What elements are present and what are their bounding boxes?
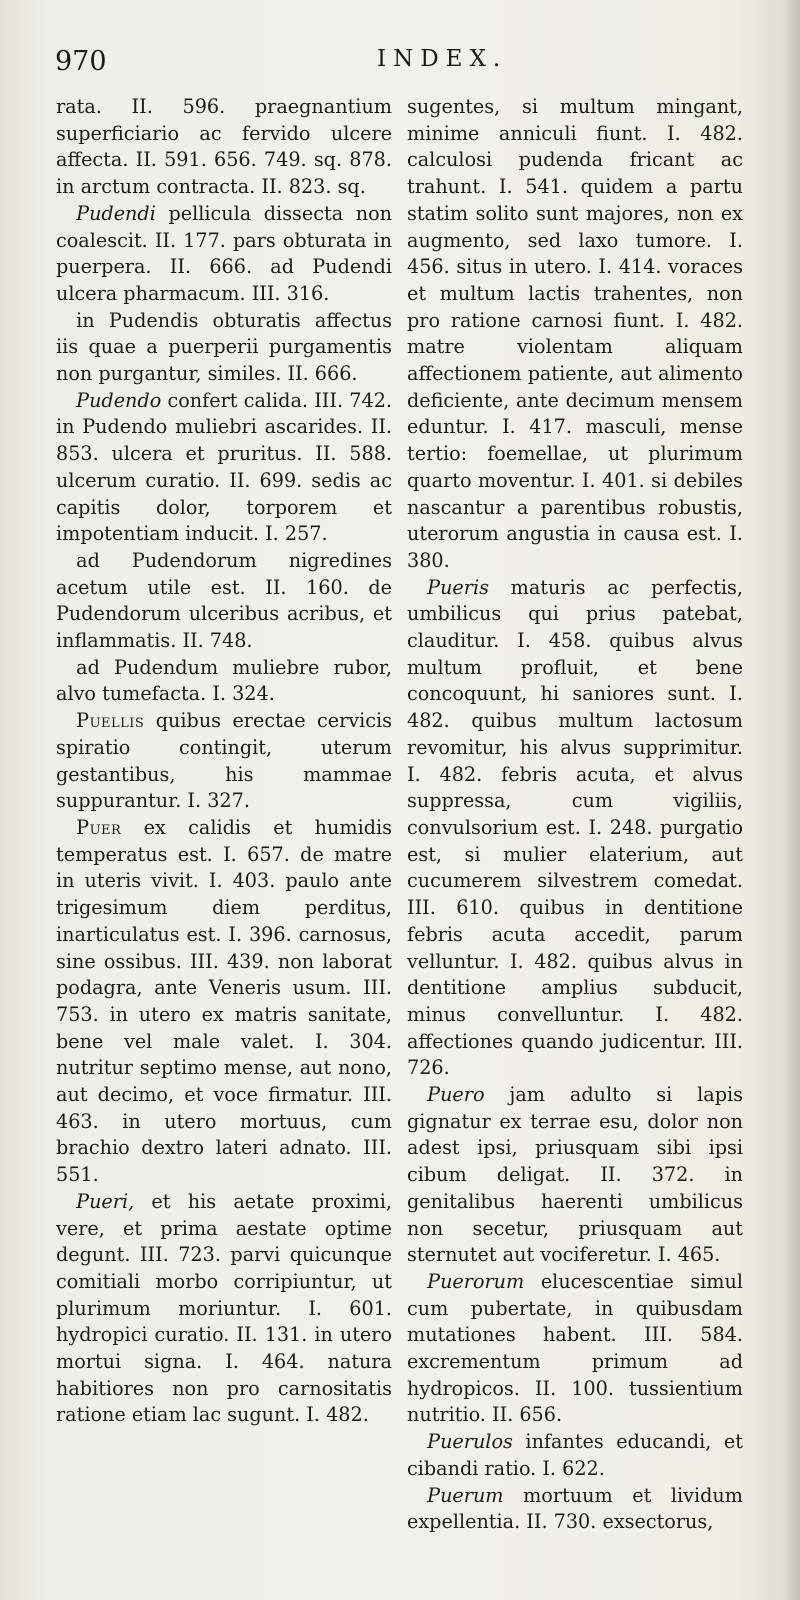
entry-text: jam adulto si lapis gignatur ex terrae esu, dolor non adest ipsi, priusquam sibi ipsi cibum deligat. II. 372. in genitalibus haerenti umbilicus non secetur, priusquam aut sternutet aut vociferetur. I. 465. — [407, 1083, 743, 1267]
right-column — [407, 94, 743, 1536]
index-entry — [56, 655, 392, 708]
page-number: 970 — [55, 46, 107, 77]
running-head: INDEX. — [377, 46, 508, 72]
entry-headword: Pueris — [427, 575, 489, 599]
index-entry — [407, 94, 743, 575]
left-column — [56, 94, 392, 1429]
index-entry — [56, 708, 392, 815]
index-entry — [56, 815, 392, 1189]
index-entry — [56, 308, 392, 388]
entry-text: pellicula dissecta non coalescit. II. 177. pars obturata in puerpera. II. 666. ad Pudendi ulcera pharmacum. III. 316. — [56, 201, 392, 305]
entry-text: confert calida. III. 742. in Pudendo muliebri ascarides. II. 853. ulcera et pruritus. II. 588. ulcerum curatio. II. 699. sedis ac capitis dolor, torporem et impotentiam inducit. I. 257. — [56, 388, 392, 546]
index-entry — [407, 575, 743, 1082]
page-edge-shadow — [782, 0, 800, 1600]
entry-text: infantes educandi, et cibandi ratio. I. 622. — [407, 1430, 743, 1480]
entry-text: et his aetate proximi, vere, et prima aestate optime degunt. III. 723. parvi quicunque comitiali morbo corripiuntur, ut plurimum moriuntur. I. 601. hydropici curatio. II. 131. in utero mortui signa. I. 464. natura habitiores non pro carnositatis ratione etiam lac sugunt. I. 482. — [56, 1189, 392, 1427]
index-entry — [407, 1483, 743, 1536]
entry-text: ad Pudendorum nigredines acetum utile est. II. 160. de Pudendorum ulceribus acribus, et inflammatis. II. 748. — [56, 548, 392, 653]
page-header — [55, 46, 735, 86]
entry-text: elucescentiae simul cum pubertate, in quibusdam mutationes habent. III. 584. excrementum primum ad hydropicos. II. 100. tussientium nutritio. II. 656. — [407, 1269, 743, 1427]
entry-headword: Pudendo — [76, 388, 162, 412]
entry-text: sugentes, si multum mingant, minime anniculi fiunt. I. 482. calculosi pudenda fricant ac trahunt. I. 541. quidem a partu statim solito sunt majores, non ex augmento, sed laxo tumore. I. 456. situs in utero. I. 414. voraces et multum lactis trahentes, non pro ratione carnosi fiunt. I. 482. matre violentam aliquam affectionem patiente, aut alimento deficiente, ante decimum mensem eduntur. I. 417. masculi, mense tertio: foemellae, ut plurimum quarto moventur. I. 401. si debiles nascantur a parentibus robustis, uterorum angustia in causa est. I. 380. — [407, 95, 743, 572]
index-entry — [56, 1189, 392, 1429]
entry-headword: Puero — [427, 1083, 485, 1107]
index-entry — [56, 548, 392, 655]
entry-headword: Puerorum — [427, 1269, 525, 1293]
entry-text: in Pudendis obturatis affectus iis quae a puerperii purgamentis non purgantur, similes. II. 666. — [56, 308, 392, 386]
index-entry — [407, 1082, 743, 1269]
entry-text: ad Pudendum muliebre rubor, alvo tumefacta. I. 324. — [56, 655, 392, 706]
index-entry — [407, 1269, 743, 1429]
index-entry — [56, 388, 392, 548]
entry-text: maturis ac perfectis, umbilicus qui prius patebat, clauditur. I. 458. quibus alvus multum profluit, et bene concoquunt, hi saniores sunt. I. 482. quibus multum lactosum revomitur, his alvus supprimitur. I. 482. febris acuta, et alvus suppressa, cum vigiliis, convulsorium est. I. 248. purgatio est, si mulier elaterium, aut cucumerem silvestrem comedat. III. 610. quibus in dentitione febris acuta accedit, parum velluntur. I. 482. quibus alvus in dentitione amplius subducit, minus convelluntur. I. 482. affectiones quando judicentur. III. 726. — [407, 575, 743, 1080]
entry-headword: Puer — [76, 815, 122, 839]
entry-text: rata. II. 596. praegnantium superficiario ac fervido ulcere affecta. II. 591. 656. 749. sq. 878. in arctum contracta. II. 823. sq. — [56, 95, 392, 199]
entry-text: quibus erectae cervicis spiratio contingit, uterum gestantibus, his mammae suppurantur. I. 327. — [56, 709, 392, 813]
entry-headword: Pueri, — [76, 1189, 135, 1213]
index-entry — [56, 201, 392, 308]
entry-headword: Puerum — [427, 1483, 504, 1507]
entry-text: ex calidis et humidis temperatus est. I. 657. de matre in uteris vivit. I. 403. paulo ante trigesimum diem perditus, inarticulatus est. I. 396. carnosus, sine ossibus. III. 439. non laborat podagra, ante Veneris usum. III. 753. in utero ex matris sanitate, bene vel male valet. I. 304. nutritur septimo mense, aut nono, aut decimo, et voce firmatur. III. 463. in utero mortuus, cum brachio dextro lateri adnato. III. 551. — [56, 815, 392, 1187]
index-entry — [56, 94, 392, 201]
index-entry — [407, 1429, 743, 1482]
entry-headword: Puerulos — [427, 1430, 513, 1454]
entry-headword: Puellis — [76, 709, 145, 733]
entry-text: mortuum et lividum expellentia. II. 730. exsectorus, — [407, 1483, 743, 1534]
entry-headword: Pudendi — [76, 201, 156, 225]
